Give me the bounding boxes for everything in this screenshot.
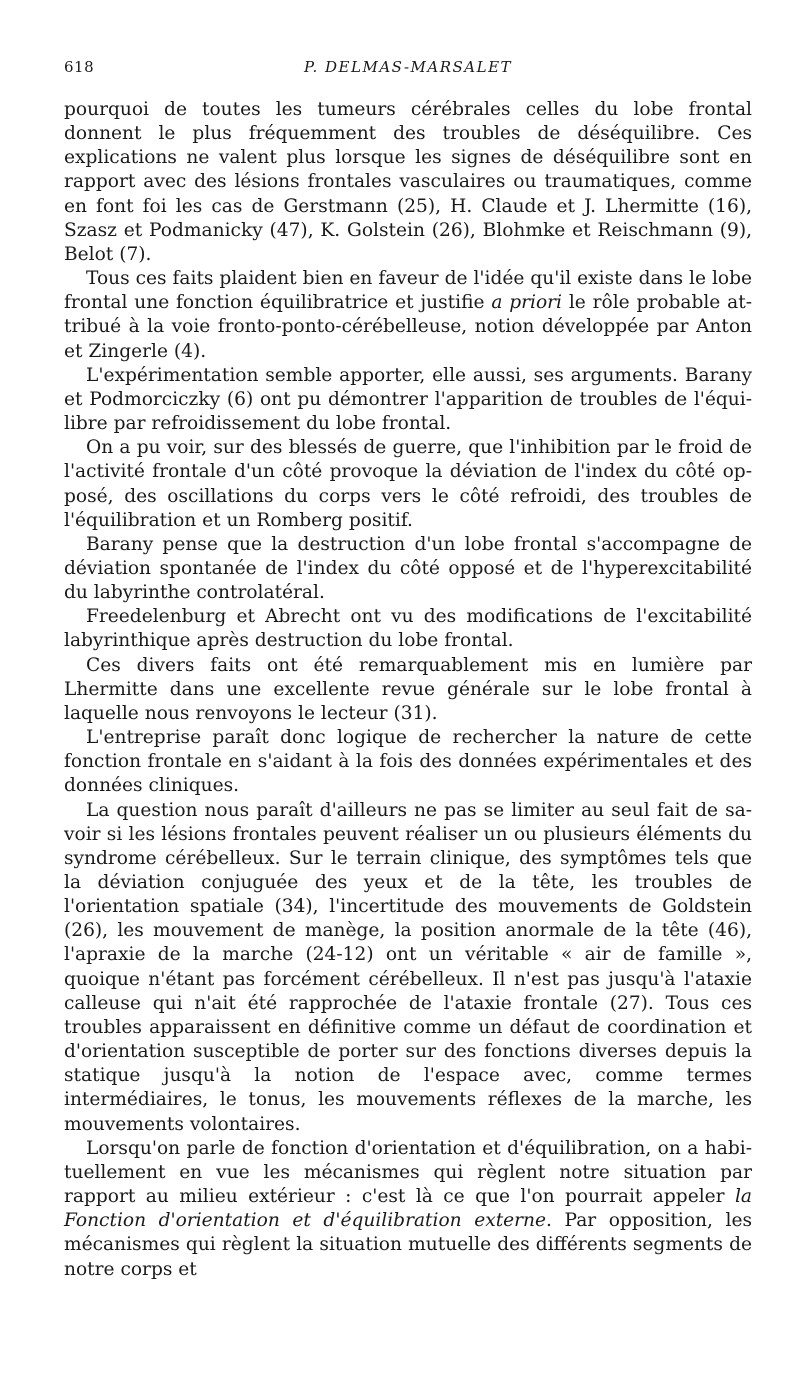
paragraph-10-emphasis: la Fonction d'orientation et d'équilibration externe [64, 1186, 752, 1232]
page-number: 618 [64, 58, 95, 76]
paragraph-6: Freedelenburg et Abrecht ont vu des modifications de l'excitabilité labyrinthique après destruction du lobe frontal. [64, 606, 752, 652]
paragraph-7: Ces divers faits ont été remarquablement mis en lumière par Lhermitte dans une excellente revue générale sur le lobe frontal à laquelle nous renvoyons le lecteur (31). [64, 654, 752, 724]
paragraph-10-part-1: Lorsqu'on parle de fonction d'orientation et d'équilibration, on a habituellement en vue les mécanismes qui règlent notre situation par rapport au milieu extérieur : c'est là ce que l'on pourrait appeler [64, 1137, 752, 1208]
paragraph-2-part-1: Tous ces faits plaident bien en faveur de l'idée qu'il existe dans le lobe frontal une fonction équilibratrice et justifie [64, 268, 752, 314]
document-page [64, 40, 752, 1282]
paragraph-3: L'expérimentation semble apporter, elle aussi, ses arguments. Barany et Podmorciczky (6) ont pu démontrer l'apparition de troubles de l'équilibre par refroidissement du lobe frontal. [64, 364, 752, 435]
paragraph-1: pourquoi de toutes les tumeurs cérébrales celles du lobe frontal donnent le plus fréquemment des troubles de déséquilibre. Ces explications ne valent plus lorsque les signes de déséquilibre sont en rapport avec des lésions frontales vasculaires ou traumatiques, comme en font foi les cas de Gerstmann (25), H. Claude et J. Lhermitte (16), Szasz et Podmanicky (47), K. Golstein (26), Blohmke et Reischmann (9), Belot (7). [64, 99, 752, 265]
paragraph-2-part-2: le rôle probable attribué à la voie fronto-ponto-cérébelleuse, notion développée par Anton et Zingerle (4). [64, 292, 752, 362]
paragraph-5: Barany pense que la destruction d'un lobe frontal s'accompagne de déviation spontanée de l'index du côté opposé et de l'hyperexcitabilité du labyrinthe controlatéral. [64, 533, 752, 604]
paragraph-8: L'entreprise paraît donc logique de rechercher la nature de cette fonction frontale en s'aidant à la fois des données expérimentales et des données cliniques. [64, 727, 752, 797]
paragraph-4: On a pu voir, sur des blessés de guerre, que l'inhibition par le froid de l'activité frontale d'un côté provoque la déviation de l'index du côté opposé, des oscillations du corps vers le côté refroidi, des troubles de l'équilibration et un Romberg positif. [64, 437, 752, 531]
paragraph-10-part-2: . Par opposition, les mécanismes qui règlent la situation mutuelle des différents segments de notre corps et [64, 1210, 753, 1280]
body-text [64, 98, 752, 1282]
paragraph-2 [64, 267, 752, 364]
paragraph-10 [64, 1137, 752, 1282]
paragraph-2-emphasis: a priori [491, 292, 563, 314]
running-head [64, 40, 752, 76]
paragraph-9: La question nous paraît d'ailleurs ne pas se limiter au seul fait de savoir si les lésions frontales peuvent réaliser un ou plusieurs éléments du syndrome cérébelleux. Sur le terrain clinique, des symptômes tels que la déviation conjuguée des yeux et de la tête, les troubles de l'orientation spatiale (34), l'incertitude des mouvements de Goldstein (26), les mouvement de manège, la position anormale de la tête (46), l'apraxie de la marche (24-12) ont un véritable « air de famille », quoique n'étant pas forcément cérébelleux. Il n'est pas jusqu'à l'ataxie calleuse qui n'ait été rapprochée de l'ataxie frontale (27). Tous ces troubles apparaissent en définitive comme un défaut de coordination et d'orientation susceptible de porter sur des fonctions diverses depuis la statique jusqu'à la notion de l'espace avec, comme termes intermédiaires, le tonus, les mouvements réflexes de la marche, les mouvements volontaires. [64, 799, 752, 1135]
running-title: P. DELMAS-MARSALET [303, 58, 513, 76]
